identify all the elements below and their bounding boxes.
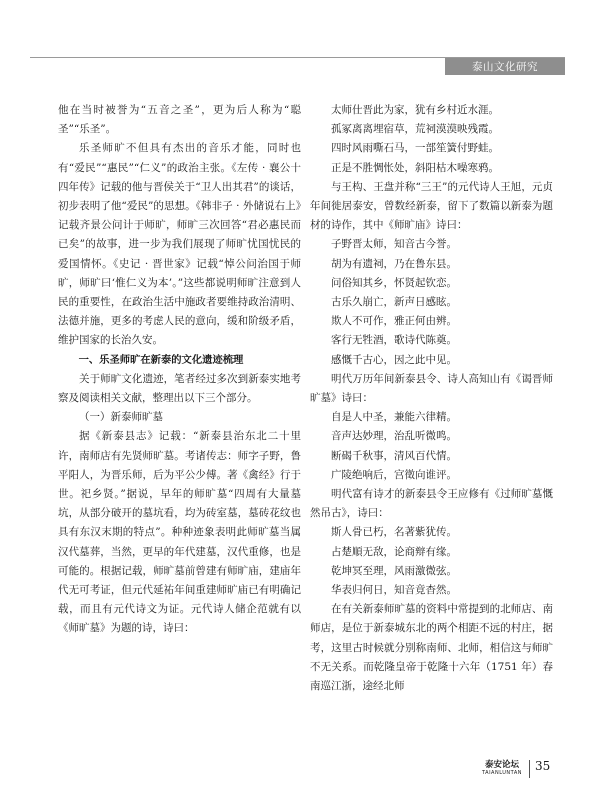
poem-line: 占楚順无敌，论商辩有缘。 <box>331 545 457 558</box>
poem-line: 古乐久崩亡，新声日感眩。 <box>331 296 457 309</box>
page-number: 35 <box>535 759 551 773</box>
poem-line: 断碣千秋事，清风百代情。 <box>331 449 457 462</box>
journal-brand <box>480 760 524 777</box>
paragraph: 乐圣师旷不但具有杰出的音乐才能，同时也有“爱民”“惠民”“仁义”的政治主张。《左传 · 襄公十四年传》记载的他与晋侯关于“卫人出其君”的谈话，初步表明了他“爱民”的思想。《韩非子 · 外储说右上》记载齐景公问计于师旷，师旷三次回答“君必惠民而已矣”的故事，进一步为我们展现了师旷忧国忧民的爱国情怀。《史记 · 晋世家》记载“悼公问治国于师旷，师旷曰‘惟仁义为本’。”这些都说明师旷注意到人民的重要性，在政治生活中施政者要维持政治清明、法德并施，更多的考虑人民的意向，缓和阶级矛盾，维护国家的长治久安。 <box>58 142 301 347</box>
journal-brand-en: TAIANLUNTAN <box>482 770 522 776</box>
poem-line: 音声达妙理，治乱听微鸣。 <box>331 430 457 443</box>
right-column <box>310 101 553 696</box>
journal-brand-cn: 泰安论坛 <box>484 760 519 770</box>
poem-line: 胡为有遗祠，乃在鲁东县。 <box>331 257 457 270</box>
poem-line: 客行无牲酒，歌诗代陈奠。 <box>331 334 457 347</box>
poem-line: 欺人不可作，雅正何由辨。 <box>331 315 457 328</box>
poem-line: 斯人骨已朽，名著紫犹传。 <box>331 526 457 539</box>
poem-line: 感慨千古心，因之此中见。 <box>331 353 457 366</box>
footer-divider <box>529 760 530 778</box>
section-heading: 一、乐圣师旷在新泰的文化遗迹梳理 <box>78 353 244 366</box>
poem-line: 问俗知其乡，怀贤起钦恋。 <box>331 276 457 289</box>
poem-line: 正是不胜惆怅处，斜阳枯木噪寒鸦。 <box>331 161 499 174</box>
poem-line: 子野晋太师，知音古今誉。 <box>331 238 457 251</box>
poem-line: 太师仕晋此为家，犹有乡村近水涯。 <box>331 104 499 116</box>
paragraph: 明代富有诗才的新泰县令王应修有《过师旷墓慨然吊古》，诗曰： <box>310 488 553 520</box>
paragraph: 他在当时被誉为“五音之圣”，更为后人称为“聪圣”“乐圣”。 <box>58 104 301 136</box>
paragraph: 与王构、王盘并称“三王”的元代诗人王旭，元贞年间徙居泰安，曾数经新泰，留下了数篇以新泰为题材的诗作，其中《师旷庙》诗曰： <box>310 180 553 232</box>
poem-line: 华表归何日，知音竟杳然。 <box>331 584 457 597</box>
subsection-heading: （一）新泰师旷墓 <box>79 411 163 424</box>
paragraph: 关于师旷文化遗迹，笔者经过多次到新泰实地考察及阅读相关文献，整理出以下三个部分。 <box>58 372 301 405</box>
paragraph: 在有关新泰师旷墓的资料中常提到的北师店、南师店，是位于新泰城东北的两个相距不远的村庄，据考，这里古时候就分别称南师、北师，相信这与师旷不无关系。而乾隆皇帝于乾隆十六年（1751 年）春南巡江浙，途经北师 <box>310 603 553 693</box>
left-column <box>58 101 301 639</box>
paragraph: 据《新泰县志》记载：“新泰县治东北二十里许，南师店有先贤师旷墓。考诸传志：师字子野，鲁平阳人，为晋乐师，后为平公少傅。著《禽经》行于世。祀乡贤。”据说，早年的师旷墓“四周有大量墓坑，从部分破开的墓坑看，均为砖室墓，墓砖花纹也具有东汉末期的特点”。种种迹象表明此师旷墓当属汉代墓葬，当然，更早的年代建墓，汉代重修，也是可能的。根据记载，师旷墓前曾建有师旷庙，建庙年代无可考证，但元代延祐年间重建师旷庙已有明确记载，而且有元代诗文为证。元代诗人储企范就有以《师旷墓》为题的诗，诗曰： <box>58 430 301 635</box>
section-label: 泰山文化研究 <box>445 58 565 75</box>
poem-line: 广陵绝响后，宫徵向谁评。 <box>331 468 457 481</box>
poem-line: 乾坤冥至理，风雨激微弦。 <box>331 564 457 577</box>
poem-line: 孤冢离离埋宿草，荒祠漠漠映残霞。 <box>331 123 499 136</box>
poem-line: 四时风雨嘶石马，一部笙簧付野蛙。 <box>331 142 499 155</box>
paragraph: 明代万历年间新泰县令、诗人高知山有《谒晋师旷墓》诗曰： <box>310 372 553 405</box>
poem-line: 自是人中圣，兼能六律精。 <box>331 411 457 424</box>
